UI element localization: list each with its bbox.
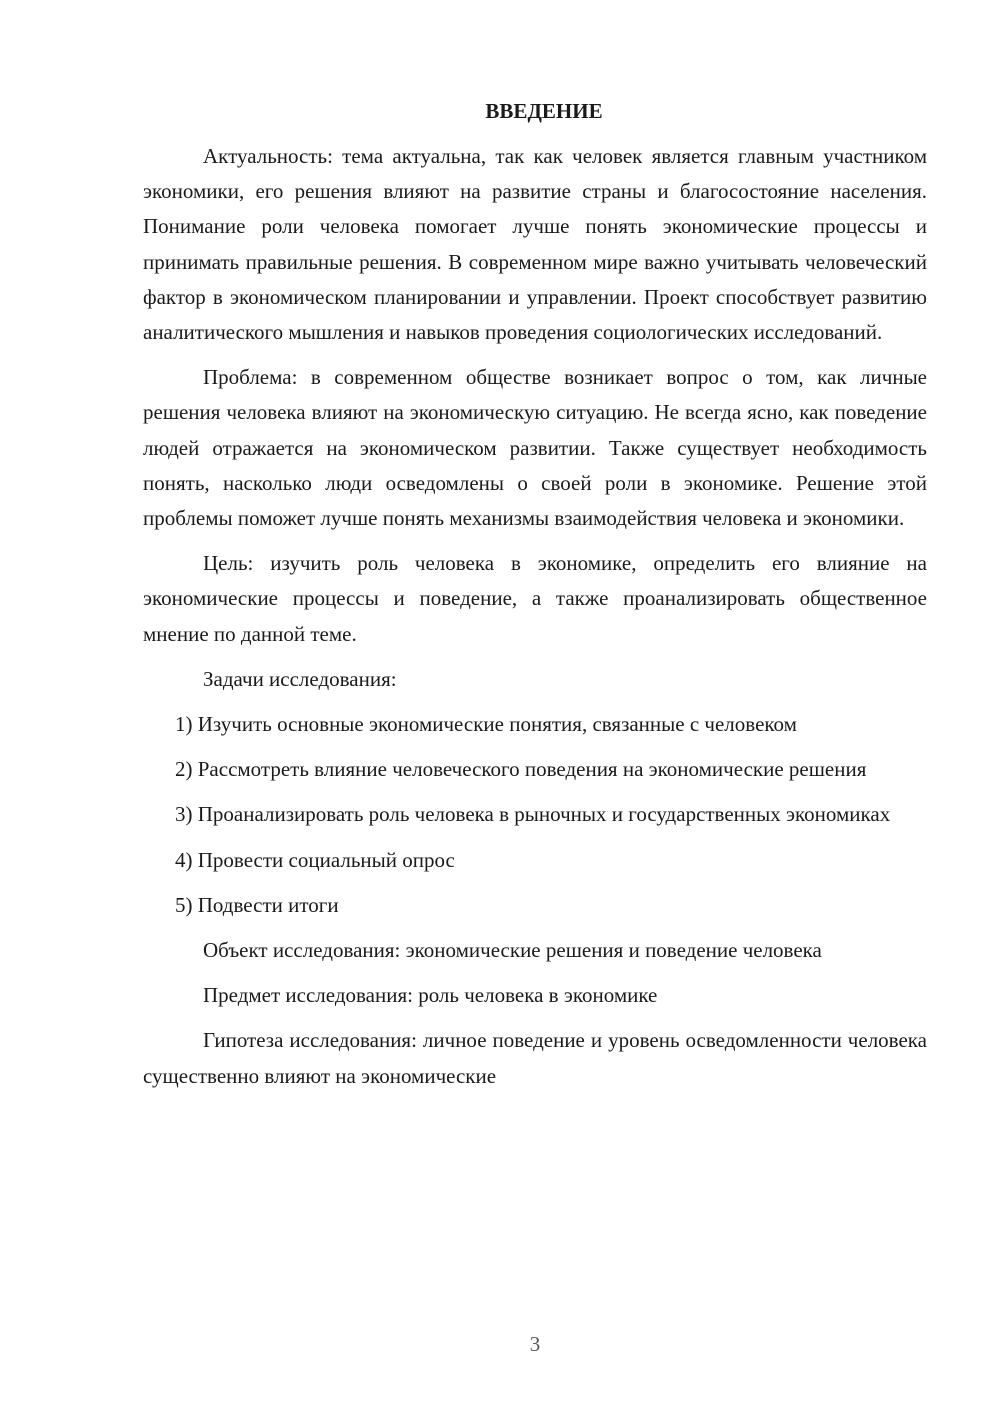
task-item: 3) Проанализировать роль человека в рыночных и государственных экономиках	[175, 802, 891, 827]
paragraph-relevance: Актуальность: тема актуальна, так как человек является главным участником экономики, его решения влияют на развитие страны и благосостояние населения. Понимание роли человека помогает лучше понять экономические процессы и принимать правильные решения. В современном мире важно учитывать человеческий фактор в экономическом планировании и управлении. Проект способствует развитию аналитического мышления и навыков проведения социологических исследований.	[143, 144, 927, 345]
paragraph-goal: Цель: изучить роль человека в экономике, определить его влияние на экономические процессы и поведение, а также проанализировать общественное мнение по данной теме.	[143, 551, 927, 646]
paragraph-subject: Предмет исследования: роль человека в экономике	[203, 983, 658, 1008]
paragraph-tasks-title: Задачи исследования:	[203, 666, 397, 691]
task-item: 2) Рассмотреть влияние человеческого поведения на экономические решения	[175, 757, 867, 782]
task-item: 4) Провести социальный опрос	[175, 847, 455, 872]
task-item: 1) Изучить основные экономические понятия, связанные с человеком	[175, 712, 797, 737]
page-number: 3	[529, 1332, 541, 1356]
task-item: 5) Подвести итоги	[175, 892, 339, 917]
paragraph-object: Объект исследования: экономические решения и поведение человека	[203, 938, 822, 963]
paragraph-problem: Проблема: в современном обществе возникает вопрос о том, как личные решения человека влияют на экономическую ситуацию. Не всегда ясно, как поведение людей отражается на экономическом развитии. Также существует необходимость понять, насколько люди осведомлены о своей роли в экономике. Решение этой проблемы поможет лучше понять механизмы взаимодействия человека и экономики.	[143, 365, 927, 531]
page-content	[143, 94, 927, 1104]
section-heading: ВВЕДЕНИЕ	[485, 99, 603, 123]
paragraph-hypothesis: Гипотеза исследования: личное поведение и уровень осведомленности человека существенно влияют на экономические	[143, 1028, 927, 1088]
